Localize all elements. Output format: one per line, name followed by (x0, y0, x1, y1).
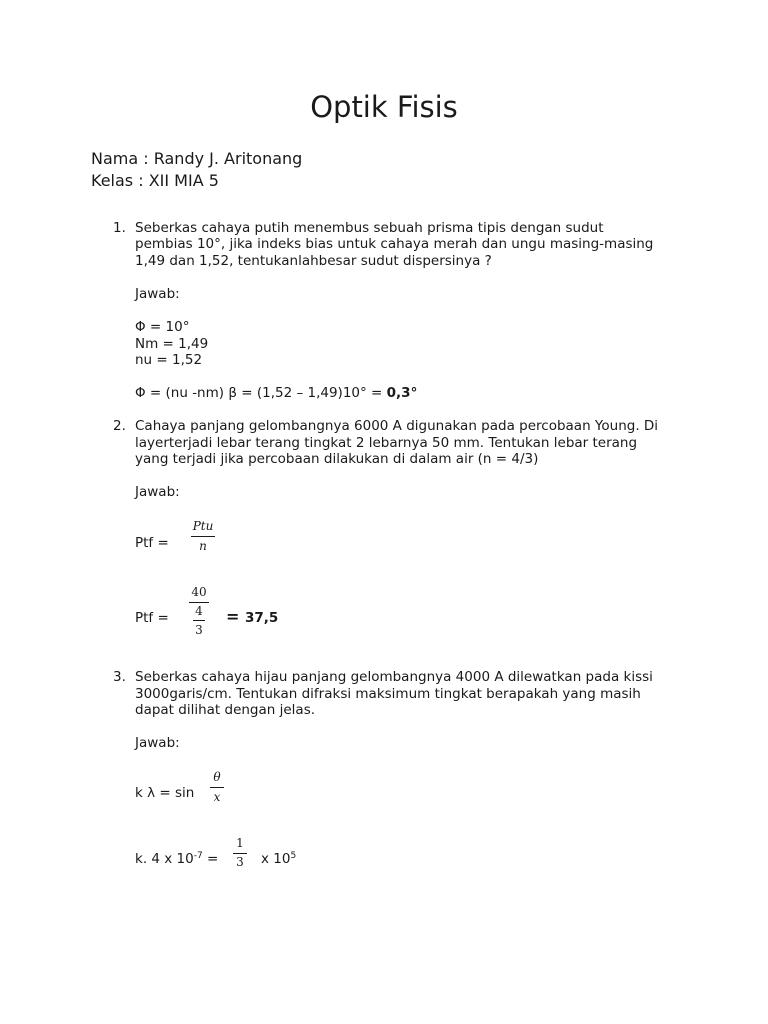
q3-number: 3. (113, 669, 126, 685)
q2-eq1-numerator: Ptu (192, 519, 214, 533)
q1-formula-text: Φ = (nu -nm) β = (1,52 – 1,49)10° (135, 385, 367, 401)
q1-result: 0,3° (386, 385, 418, 401)
q1-line: pembias 10°, jika indeks bias untuk cahaya merah dan ungu masing-masing (135, 236, 654, 252)
q3-eq2-denominator: 3 (236, 855, 244, 869)
q3-eq2-exponent: -7 (193, 851, 203, 861)
q3-eq2-base: k. 4 x 10 (135, 851, 194, 867)
q2-number: 2. (113, 418, 126, 434)
q1-formula: Φ = (nu -nm) β = (1,52 – 1,49)10° = 0,3° (135, 385, 418, 401)
q3-eq2-numerator: 1 (236, 836, 244, 850)
q3-eq2-equals: = (207, 851, 219, 867)
q2-eq2-denominator-denominator: 3 (195, 623, 203, 637)
student-class: Kelas : XII MIA 5 (91, 171, 219, 190)
q1-given: Φ = 10° (135, 319, 190, 335)
q3-eq2-lhs (135, 851, 218, 868)
q2-eq2-lhs: Ptf = (135, 610, 169, 626)
q1-line: 1,49 dan 1,52, tentukanlahbesar sudut dispersinya ? (135, 253, 492, 269)
q3-line: Seberkas cahaya hijau panjang gelombangnya 4000 A dilewatkan pada kissi (135, 669, 653, 685)
q2-eq2-denominator-numerator: 4 (195, 604, 203, 618)
fraction-bar (189, 602, 209, 603)
q2-line: yang terjadi jika percobaan dilakukan di dalam air (n = 4/3) (135, 451, 539, 467)
q2-eq2-result: = 37,5 (226, 607, 279, 626)
student-name: Nama : Randy J. Aritonang (91, 149, 303, 168)
q3-eq2-rhs-base: x 10 (261, 851, 291, 867)
q3-line: 3000garis/cm. Tentukan difraksi maksimum tingkat berapakah yang masih (135, 686, 641, 702)
fraction-bar (191, 536, 215, 537)
q1-line: Seberkas cahaya putih menembus sebuah prisma tipis dengan sudut (135, 220, 604, 236)
q3-eq2-rhs (261, 851, 296, 868)
q1-answer-label: Jawab: (135, 286, 180, 302)
q2-line: Cahaya panjang gelombangnya 6000 A digunakan pada percobaan Young. Di (135, 418, 659, 434)
q3-answer-label: Jawab: (135, 735, 180, 751)
q2-eq1-lhs: Ptf = (135, 535, 169, 551)
fraction-bar (233, 853, 247, 854)
page-title: Optik Fisis (310, 90, 458, 124)
q1-number: 1. (113, 220, 126, 236)
fraction-bar (210, 787, 224, 788)
q2-result-value: 37,5 (244, 610, 279, 626)
q3-eq1-lhs: k λ = sin (135, 785, 195, 801)
q3-eq2-rhs-exponent: 5 (290, 851, 297, 861)
q3-line: dapat dilihat dengan jelas. (135, 702, 316, 718)
q1-given: Nm = 1,49 (135, 336, 209, 352)
q3-eq1-numerator: θ (213, 770, 221, 784)
q1-given: nu = 1,52 (135, 352, 203, 368)
q3-eq1-denominator: x (213, 790, 221, 804)
q2-line: layerterjadi lebar terang tingkat 2 lebarnya 50 mm. Tentukan lebar terang (135, 435, 638, 451)
q2-eq2-numerator: 40 (191, 585, 207, 599)
q2-eq1-denominator: n (199, 539, 207, 553)
fraction-bar (193, 620, 205, 621)
q2-answer-label: Jawab: (135, 484, 180, 500)
